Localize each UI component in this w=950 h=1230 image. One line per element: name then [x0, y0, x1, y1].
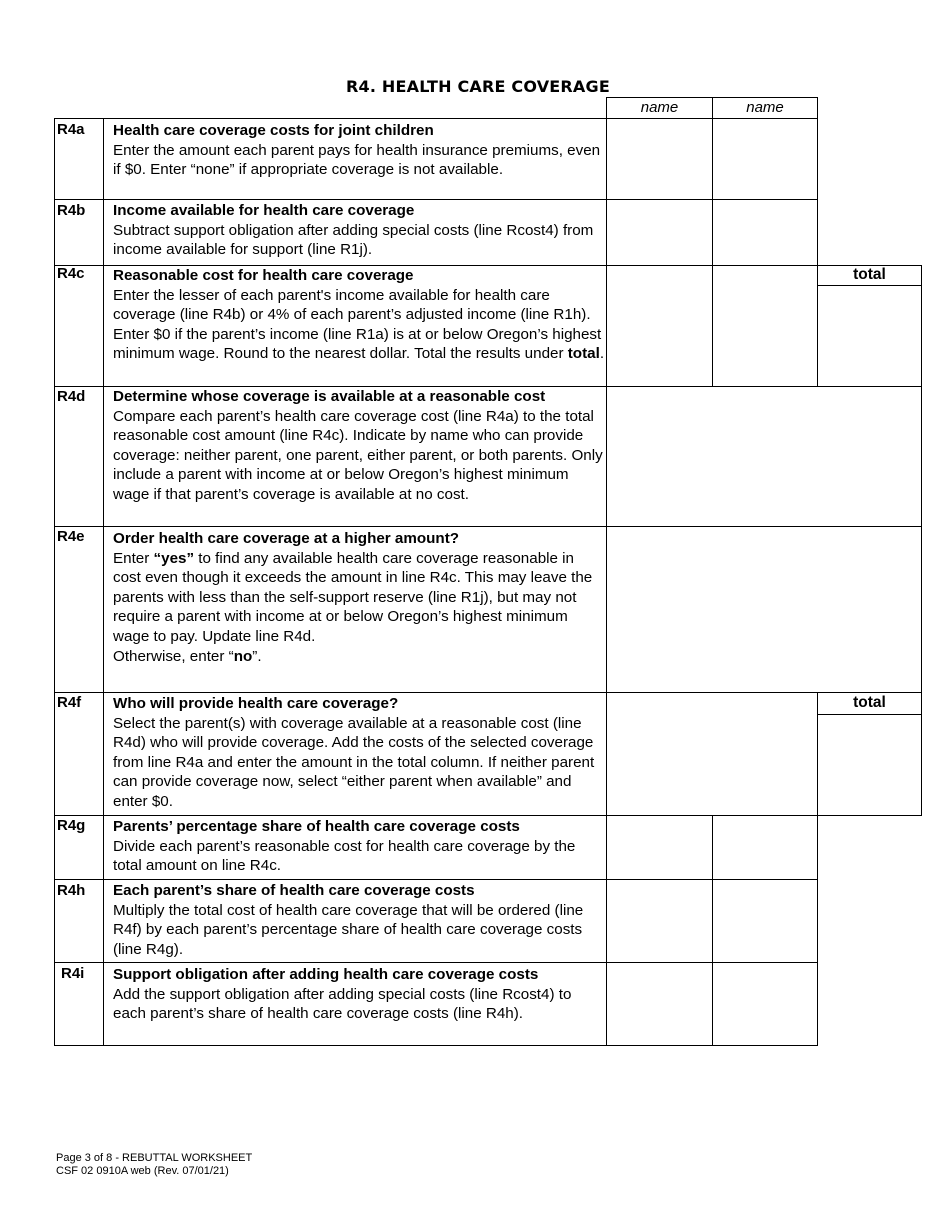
row-description-r4f — [113, 694, 605, 812]
row-text-bold: total — [567, 345, 600, 363]
row-text: Divide each parent’s reasonable cost for health care coverage by the total amount on line R4c. — [113, 837, 576, 875]
row-otherwise-pre: Otherwise, enter “ — [113, 647, 234, 665]
r4b-parent1-input[interactable] — [607, 200, 712, 265]
row-heading: Health care coverage costs for joint children — [113, 122, 434, 139]
row-description-r4d — [113, 387, 605, 505]
row-heading: Each parent’s share of health care coverage costs — [113, 882, 475, 899]
r4a-parent2-input[interactable] — [713, 119, 817, 199]
row-heading: Parents’ percentage share of health care coverage costs — [113, 818, 520, 835]
page-title: R4. HEALTH CARE COVERAGE — [346, 77, 610, 96]
row-heading: Determine whose coverage is available at a reasonable cost — [113, 388, 546, 405]
row-text-end: . — [599, 345, 605, 363]
r4a-parent1-input[interactable] — [607, 119, 712, 199]
row-description-r4i — [113, 965, 605, 1024]
row-text-pre: Enter — [113, 549, 154, 567]
row-text: Select the parent(s) with coverage available at a reasonable cost (line R4d) who will provide coverage. Add the costs of the selected coverage from line R4a and enter the amount in the total column. If neither parent can provide coverage now, select “either parent when available” and enter $0. — [113, 714, 595, 810]
row-text: Add the support obligation after adding special costs (line Rcost4) to each parent’s share of health care coverage costs (line R4h). — [113, 985, 572, 1023]
row-code-r4c: R4c — [57, 265, 85, 282]
row-code-r4f: R4f — [57, 694, 82, 711]
row-description-r4g — [113, 817, 605, 876]
row-code-r4d: R4d — [57, 388, 86, 405]
row-text: Multiply the total cost of health care coverage that will be ordered (line R4f) by each parent’s percentage share of health care coverage costs (line R4g). — [113, 901, 584, 958]
r4g-parent1-input[interactable] — [607, 816, 712, 879]
r4f-total-header: total — [853, 694, 886, 711]
row-description-r4a — [113, 121, 605, 180]
r4b-parent2-input[interactable] — [713, 200, 817, 265]
row-code-r4a: R4a — [57, 121, 85, 138]
row-heading: Support obligation after adding health care coverage costs — [113, 966, 539, 983]
r4h-parent1-input[interactable] — [607, 880, 712, 962]
row-text-no: no — [233, 647, 253, 665]
r4c-total-input[interactable] — [818, 286, 921, 386]
row-heading: Who will provide health care coverage? — [113, 695, 399, 712]
row-heading: Reasonable cost for health care coverage — [113, 267, 414, 284]
row-code-r4e: R4e — [57, 528, 85, 545]
row-text: Enter the lesser of each parent's income available for health care coverage (line R4b) or 4% of each parent’s adjusted income (line R1h). Enter $0 if the parent’s income (line R1a) is at or below Oregon’s highest minimum wage. Round to the nearest dollar. Total the results under — [113, 286, 602, 363]
page-footer — [56, 1152, 252, 1178]
row-text: Subtract support obligation after adding special costs (line Rcost4) from income available for support (line R1j). — [113, 221, 594, 259]
r4i-parent2-input[interactable] — [713, 963, 817, 1045]
row-code-r4i: R4i — [61, 965, 85, 982]
footer-form-id: CSF 02 0910A web (Rev. 07/01/21) — [56, 1165, 229, 1177]
row-code-r4h: R4h — [57, 882, 86, 899]
r4d-input[interactable] — [607, 387, 921, 526]
r4f-total-input[interactable] — [818, 715, 921, 815]
parent1-column-header: name — [640, 99, 679, 116]
row-heading: Order health care coverage at a higher amount? — [113, 530, 460, 547]
row-text: Enter the amount each parent pays for health insurance premiums, even if $0. Enter “none” if appropriate coverage is not available. — [113, 141, 601, 179]
r4e-input[interactable] — [607, 527, 921, 692]
parent2-column-header: name — [746, 99, 784, 116]
row-code-r4g: R4g — [57, 817, 86, 834]
row-description-r4b — [113, 201, 605, 260]
row-description-r4c — [113, 266, 605, 364]
row-description-r4h — [113, 881, 605, 959]
r4c-parent1-input[interactable] — [607, 266, 712, 386]
row-text: Compare each parent’s health care coverage cost (line R4a) to the total reasonable cost amount (line R4c). Indicate by name who can provide coverage: neither parent, one parent, either parent, or both parents. Only include a parent with income at or below Oregon’s highest minimum wage if that parent’s coverage is available at no cost. — [113, 407, 603, 503]
row-otherwise-post: ”. — [252, 647, 262, 665]
row-heading: Income available for health care coverage — [113, 202, 415, 219]
r4h-parent2-input[interactable] — [713, 880, 817, 962]
r4c-parent2-input[interactable] — [713, 266, 817, 386]
row-description-r4e — [113, 529, 605, 666]
r4i-parent1-input[interactable] — [607, 963, 712, 1045]
r4f-input[interactable] — [607, 693, 817, 815]
footer-page-info: Page 3 of 8 - REBUTTAL WORKSHEET — [56, 1152, 253, 1164]
row-text-post: to find any available health care coverage reasonable in cost even though it exceeds the amount in line R4c. This may leave the parents with less than the self-support reserve (line R1j), but may not require a parent with income at or below Oregon’s highest minimum wage to pay. Update line R4d. — [113, 549, 593, 645]
r4g-parent2-input[interactable] — [713, 816, 817, 879]
row-code-r4b: R4b — [57, 202, 86, 219]
row-text-yes: “yes” — [153, 549, 195, 567]
r4c-total-header: total — [853, 266, 886, 283]
